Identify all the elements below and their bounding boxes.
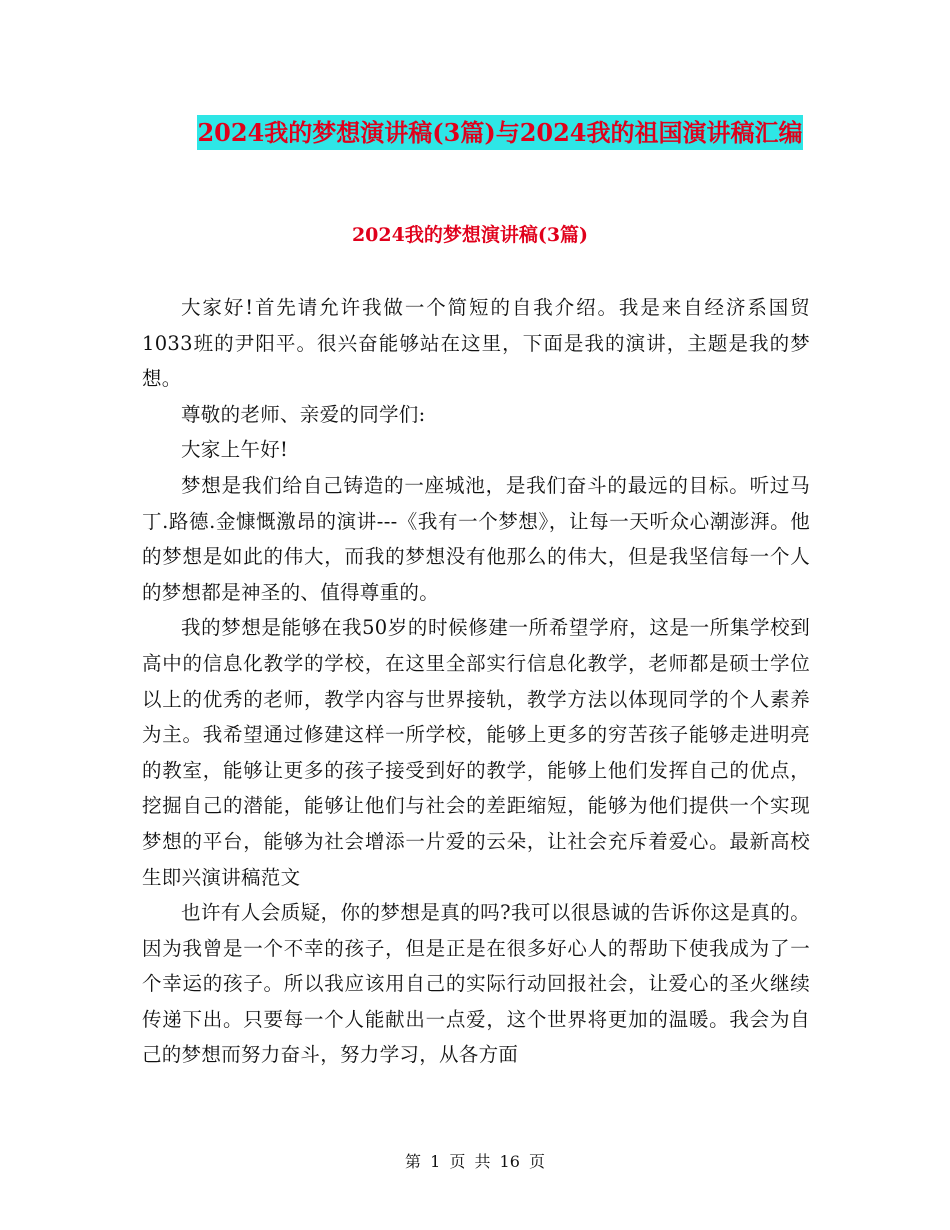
document-title — [140, 108, 860, 158]
paragraph-dream-school: 我的梦想是能够在我50岁的时候修建一所希望学府，这是一所集学校到高中的信息化教学的学校，在这里全部实行信息化教学，老师都是硕士学位以上的优秀的老师，教学内容与世界接轨，教学方法以体现同学的个人素养为主。我希望通过修建这样一所学校，能够上更多的穷苦孩子能够走进明亮的教室，能够让更多的孩子接受到好的教学，能够上他们发挥自己的优点，挖掘自己的潜能，能够让他们与社会的差距缩短，能够为他们提供一个实现梦想的平台，能够为社会增添一片爱的云朵，让社会充斥着爱心。最新高校生即兴演讲稿范文 — [142, 616, 810, 889]
paragraph-greeting-teachers: 尊敬的老师、亲爱的同学们: — [181, 402, 426, 426]
paragraph-dream-real: 也许有人会质疑，你的梦想是真的吗?我可以很恳诚的告诉你这是真的。因为我曾是一个不幸的孩子，但是正是在很多好心人的帮助下使我成为了一个幸运的孩子。所以我应该用自己的实际行动回报社会，让爱心的圣火继续传递下出。只要每一个人能献出一点爱，这个世界将更加的温暖。我会为自己的梦想而努力奋斗，努力学习，从各方面 — [142, 901, 810, 1067]
paragraph-dream-city: 梦想是我们给自己铸造的一座城池，是我们奋斗的最远的目标。听过马丁.路德.金慷慨激昂的演讲---《我有一个梦想》，让每一天听众心潮澎湃。他的梦想是如此的伟大，而我的梦想没有他那么的伟大，但是我坚信每一个人的梦想都是神圣的、值得尊重的。 — [142, 473, 810, 604]
paragraph-intro: 大家好!首先请允许我做一个简短的自我介绍。我是来自经济系国贸1033班的尹阳平。很兴奋能够站在这里，下面是我的演讲，主题是我的梦想。 — [142, 296, 810, 391]
paragraph-greeting-morning: 大家上午好! — [181, 438, 289, 462]
document-title-text: 2024我的梦想演讲稿(3篇)与2024我的祖国演讲稿汇编 — [197, 115, 802, 150]
page-footer: 第 1 页 共 16 页 — [405, 1152, 545, 1171]
section-title: 2024我的梦想演讲稿(3篇) — [351, 224, 589, 246]
document-body — [142, 290, 810, 1073]
